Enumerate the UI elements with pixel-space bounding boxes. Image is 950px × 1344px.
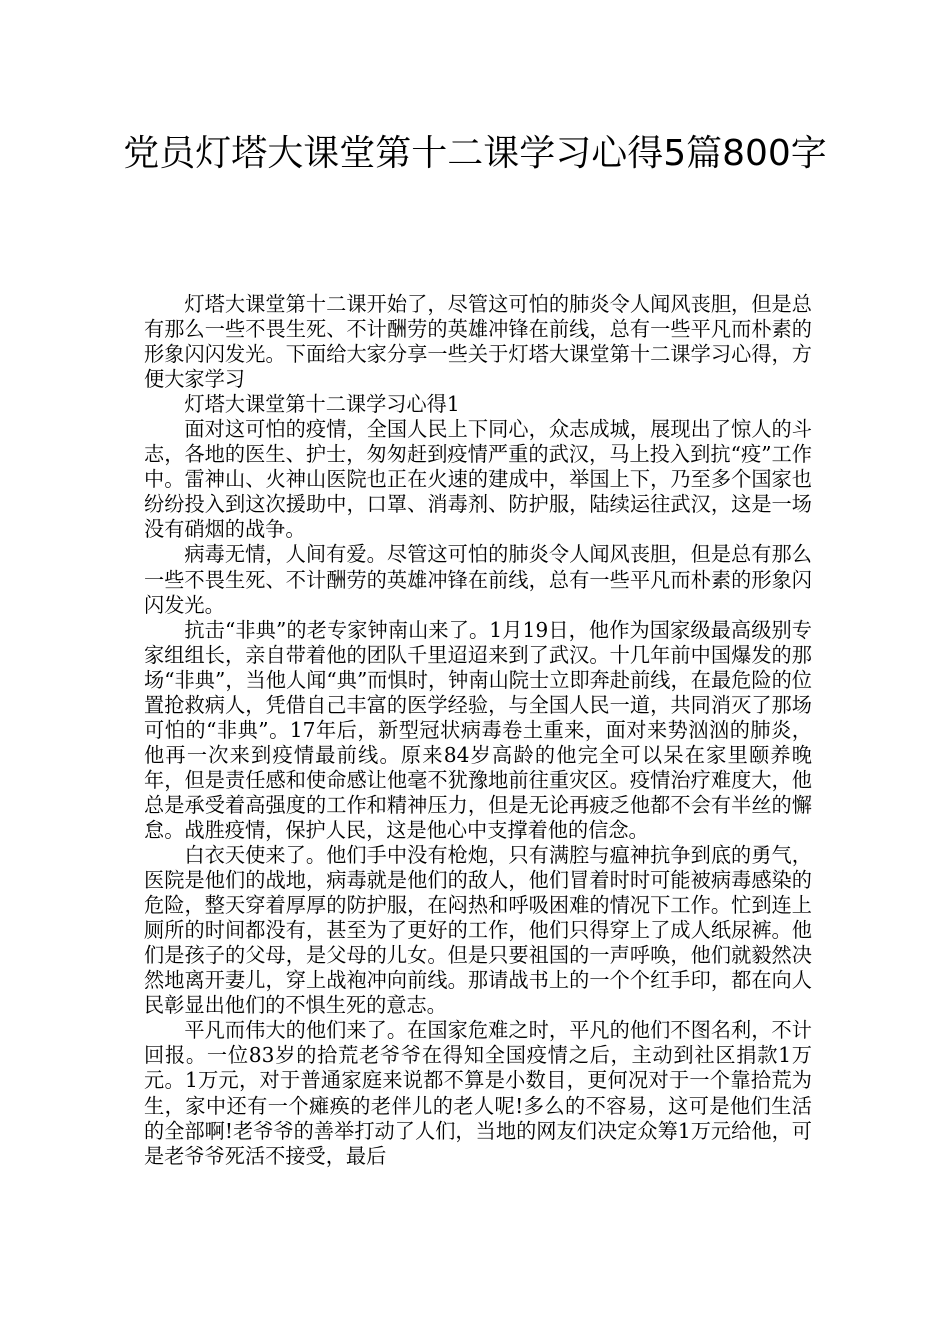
document-title: 党员灯塔大课堂第十二课学习心得5篇800字 xyxy=(123,133,827,174)
section-heading: 灯塔大课堂第十二课学习心得1 xyxy=(184,392,460,417)
paragraph: 平凡而伟大的他们来了。在国家危难之时，平凡的他们不图名利，不计回报。一位83岁的拾荒老爷爷在得知全国疫情之后，主动到社区捐款1万元。1万元，对于普通家庭来说都不算是小数目，更何况对于一个靠拾荒为生，家中还有一个瘫痪的老伴儿的老人呢!多么的不容易，这可是他们生活的全部啊!老爷爷的善举打动了人们，当地的网友们决定众筹1万元给他，可是老爷爷死活不接受，最后 xyxy=(144,1018,812,1168)
paragraph: 抗击“非典”的老专家钟南山来了。1月19日，他作为国家级最高级别专家组组长，亲自带着他的团队千里迢迢来到了武汉。十几年前中国爆发的那场“非典”，当他人闻“典”而惧时，钟南山院士立即奔赴前线，在最危险的位置抢救病人，凭借自己丰富的医学经验，与全国人民一道，共同消灭了那场可怕的“非典”。17年后，新型冠状病毒卷土重来，面对来势汹汹的肺炎，他再一次来到疫情最前线。原来84岁高龄的他完全可以呆在家里颐养晚年，但是责任感和使命感让他毫不犹豫地前往重灾区。疫情治疗难度大，他总是承受着高强度的工作和精神压力，但是无论再疲乏他都不会有半丝的懈怠。战胜疫情，保护人民，这是他心中支撑着他的信念。 xyxy=(144,617,812,842)
paragraph: 白衣天使来了。他们手中没有枪炮，只有满腔与瘟神抗争到底的勇气，医院是他们的战地，病毒就是他们的敌人，他们冒着时时可能被病毒感染的危险，整天穿着厚厚的防护服，在闷热和呼吸困难的情况下工作。忙到连上厕所的时间都没有，甚至为了更好的工作，他们只得穿上了成人纸尿裤。他们是孩子的父母，是父母的儿女。但是只要祖国的一声呼唤，他们就毅然决然地离开妻儿，穿上战袍冲向前线。那请战书上的一个个红手印，都在向人民彰显出他们的不惧生死的意志。 xyxy=(144,843,812,1018)
document-body xyxy=(144,292,812,1169)
paragraph: 面对这可怕的疫情，全国人民上下同心，众志成城，展现出了惊人的斗志，各地的医生、护士，匆匆赶到疫情严重的武汉，马上投入到抗“疫”工作中。雷神山、火神山医院也正在火速的建成中，举国上下，乃至多个国家也纷纷投入到这次援助中，口罩、消毒剂、防护服，陆续运往武汉，这是一场没有硝烟的战争。 xyxy=(144,417,812,542)
paragraph: 病毒无情，人间有爱。尽管这可怕的肺炎令人闻风丧胆，但是总有那么一些不畏生死、不计酬劳的英雄冲锋在前线，总有一些平凡而朴素的形象闪闪发光。 xyxy=(144,542,812,617)
paragraph-intro: 灯塔大课堂第十二课开始了，尽管这可怕的肺炎令人闻风丧胆，但是总有那么一些不畏生死、不计酬劳的英雄冲锋在前线，总有一些平凡而朴素的形象闪闪发光。下面给大家分享一些关于灯塔大课堂第十二课学习心得，方便大家学习 xyxy=(144,292,812,392)
